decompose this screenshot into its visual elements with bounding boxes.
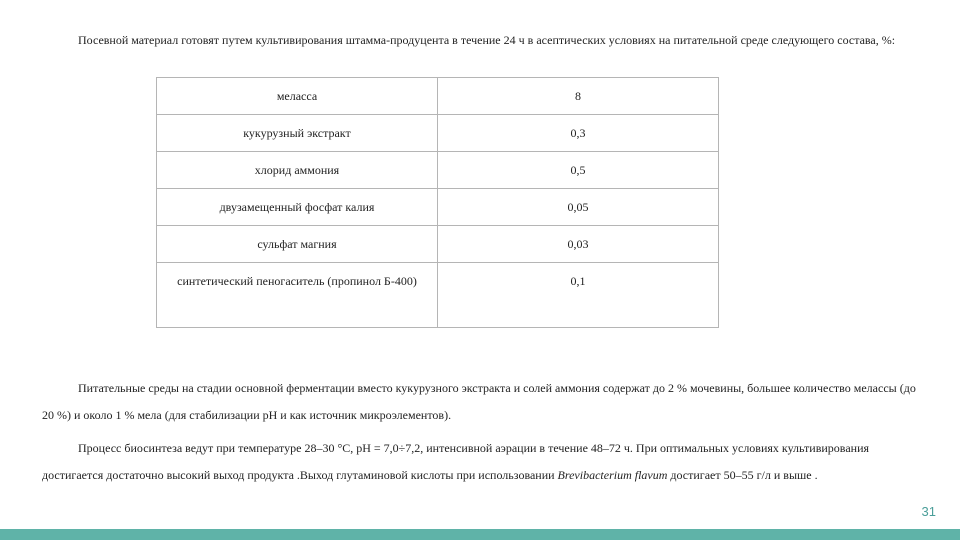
- bottom-accent-bar: [0, 529, 960, 540]
- biosynthesis-paragraph: [42, 435, 922, 489]
- slide-number: 31: [921, 504, 936, 519]
- table-row: [157, 78, 719, 115]
- value-cell: 0,3: [438, 115, 719, 152]
- value-cell: 8: [438, 78, 719, 115]
- table-row: [157, 115, 719, 152]
- table-row: [157, 226, 719, 263]
- nutrient-medium-table: [156, 77, 719, 328]
- table-row: [157, 189, 719, 226]
- fermentation-paragraph: [42, 375, 922, 429]
- component-cell: хлорид аммония: [157, 152, 438, 189]
- value-cell: 0,03: [438, 226, 719, 263]
- value-cell: 0,1: [438, 263, 719, 328]
- component-cell: сульфат магния: [157, 226, 438, 263]
- value-cell: 0,05: [438, 189, 719, 226]
- organism-name: Brevibacterium flavum: [557, 468, 668, 482]
- component-cell: синтетический пеногаситель (пропинол Б-400): [157, 263, 438, 328]
- value-cell: 0,5: [438, 152, 719, 189]
- biosynthesis-text: Процесс биосинтеза ведут при температуре 28–30 °C, pH = 7,0÷7,2, интенсивной аэрации в течение 48–72 ч. При оптимальных условиях культивирования достигается достаточно высокий выход продукта .Выход глутаминовой кислоты при использовании: [42, 441, 870, 482]
- table-row: [157, 263, 719, 328]
- component-cell: меласса: [157, 78, 438, 115]
- component-cell: двузамещенный фосфат калия: [157, 189, 438, 226]
- table-row: [157, 152, 719, 189]
- fermentation-text: Питательные среды на стадии основной ферментации вместо кукурузного экстракта и солей аммония содержат до 2 % мочевины, большее количество мелассы (до 20 %) и около 1 % мела (для стабилизации pH и как источник микроэлементов).: [42, 381, 916, 422]
- intro-paragraph: [42, 27, 922, 54]
- yield-text: достигает 50–55 г/л и выше .: [667, 468, 818, 482]
- component-cell: кукурузный экстракт: [157, 115, 438, 152]
- intro-text: Посевной материал готовят путем культивирования штамма-продуцента в течение 24 ч в асептических условиях на питательной среде следующего состава, %:: [78, 33, 896, 47]
